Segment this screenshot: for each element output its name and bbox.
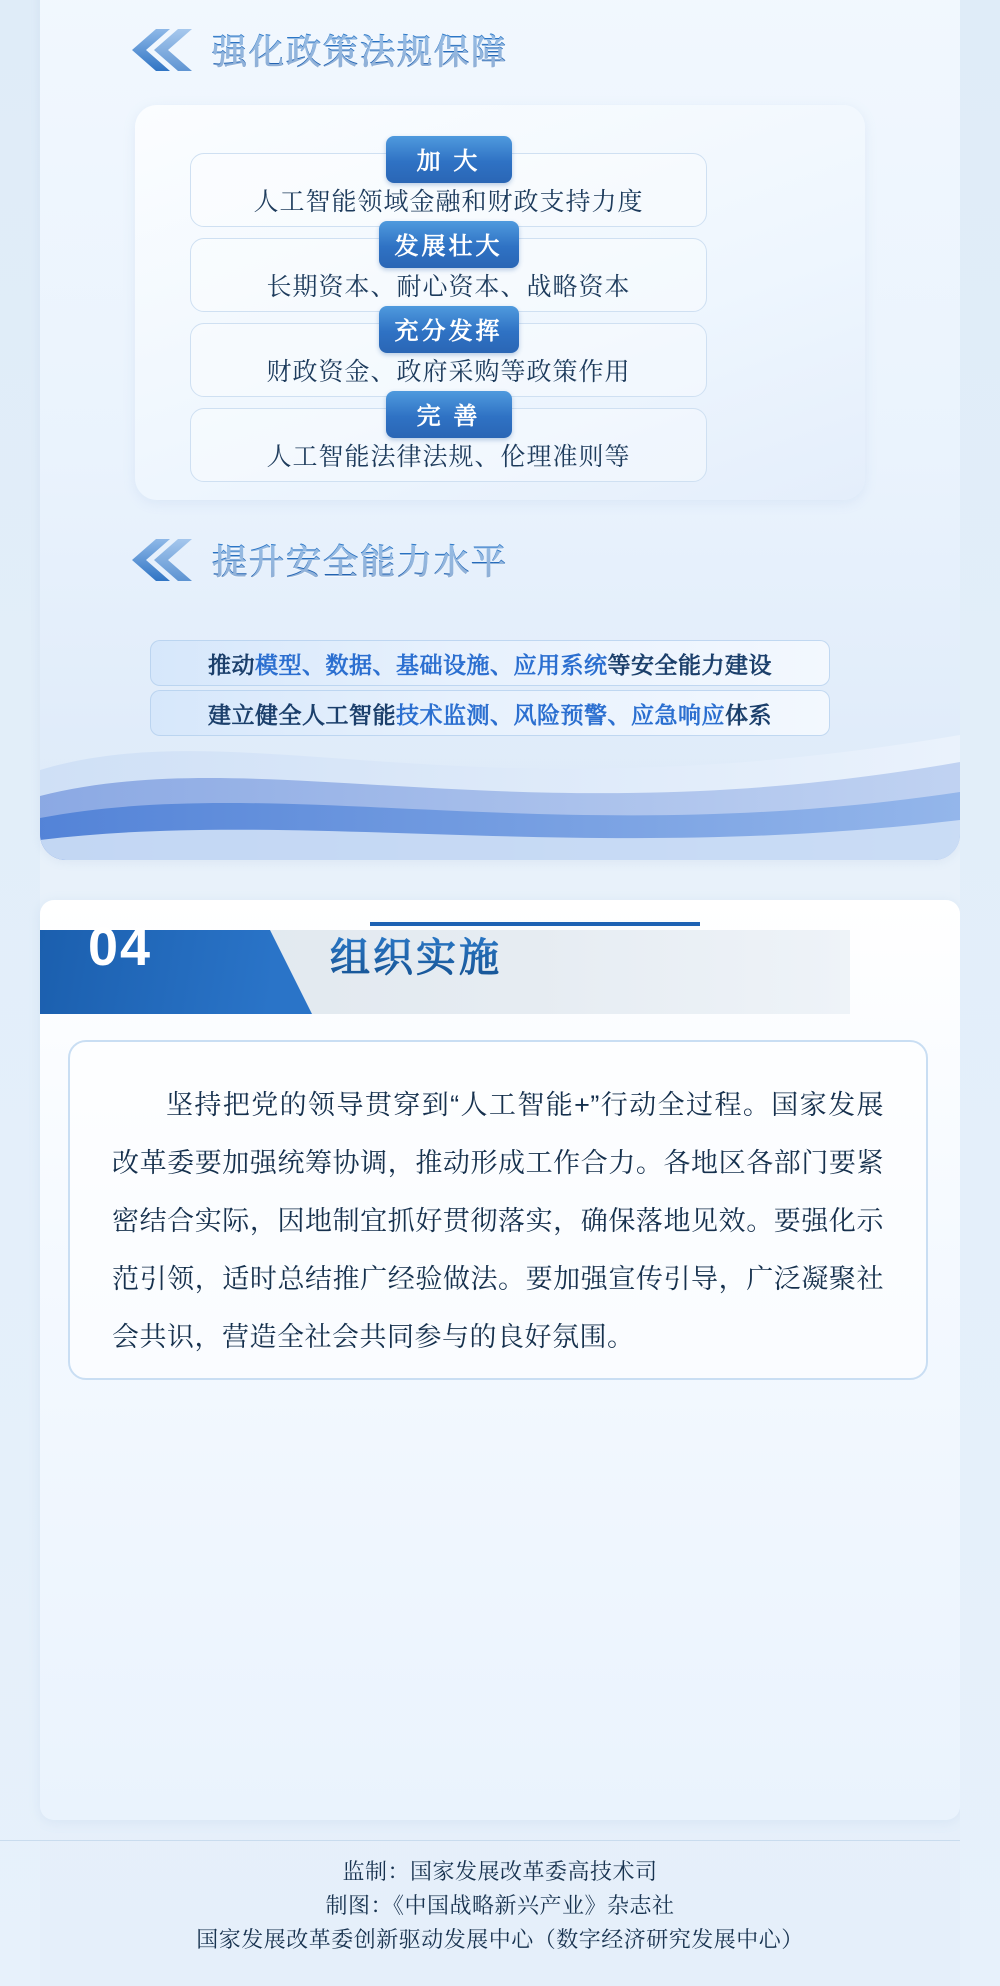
double-chevron-left-icon xyxy=(130,537,194,583)
policy-row-label: 充分发挥 xyxy=(379,306,519,353)
policy-row-text: 人工智能领域金融和财政支持力度 xyxy=(253,188,644,216)
policy-panel xyxy=(135,105,865,500)
policy-security-card xyxy=(40,0,960,860)
footer-line-3: 国家发展改革委创新驱动发展中心（数字经济研究发展中心） xyxy=(196,1927,804,1952)
policy-row-text: 人工智能法律法规、伦理准则等 xyxy=(266,443,631,471)
heading-label: 提升安全能力水平 xyxy=(212,535,508,585)
section-04-number-badge xyxy=(40,930,270,1014)
text-part: 等安全能力建设 xyxy=(607,651,772,678)
policy-row xyxy=(190,403,707,482)
section-04-paragraph: 坚持把党的领导贯穿到“人工智能+”行动全过程。国家发展改革委要加强统筹协调，推动形成工作合力。各地区各部门要紧密结合实际，因地制宜抓好贯彻落实，确保落地见效。要强化示范引领，适时总结推广经验做法。要加强宣传引导，广泛凝聚社会共识，营造全社会共同参与的良好氛围。 xyxy=(112,1090,884,1352)
text-part: 推动 xyxy=(208,651,255,678)
policy-row xyxy=(190,318,707,397)
double-chevron-left-icon xyxy=(130,27,194,73)
text-part: 建立健全人工智能 xyxy=(208,701,396,728)
footer-line-1: 监制：国家发展改革委高技术司 xyxy=(342,1859,658,1884)
heading-label: 强化政策法规保障 xyxy=(212,25,508,75)
section-heading-policy xyxy=(130,25,508,75)
footer xyxy=(0,1855,1000,1957)
policy-row xyxy=(190,233,707,312)
policy-row xyxy=(190,148,707,227)
section-04-body-box xyxy=(68,1040,928,1380)
security-bar-text xyxy=(208,647,772,680)
footer-divider xyxy=(0,1840,1000,1841)
security-bar-text xyxy=(208,697,772,730)
policy-row-label: 加 大 xyxy=(386,136,512,183)
security-bar xyxy=(150,690,830,736)
policy-row-text: 长期资本、耐心资本、战略资本 xyxy=(266,273,631,301)
section-04-card xyxy=(40,900,960,1820)
text-part-highlight: 技术监测、风险预警、应急响应 xyxy=(396,701,725,728)
policy-row-label: 发展壮大 xyxy=(379,221,519,268)
policy-row-label: 完 善 xyxy=(386,391,512,438)
security-bar xyxy=(150,640,830,686)
section-04-title: 组织实施 xyxy=(330,926,502,983)
section-heading-security xyxy=(130,535,508,585)
policy-row-text: 财政资金、政府采购等政策作用 xyxy=(266,358,631,386)
section-04-number: 04 xyxy=(88,917,153,977)
footer-line-2: 制图：《中国战略新兴产业》杂志社 xyxy=(325,1893,675,1918)
text-part: 体系 xyxy=(725,701,772,728)
text-part-highlight: 模型、数据、基础设施、应用系统 xyxy=(255,651,608,678)
